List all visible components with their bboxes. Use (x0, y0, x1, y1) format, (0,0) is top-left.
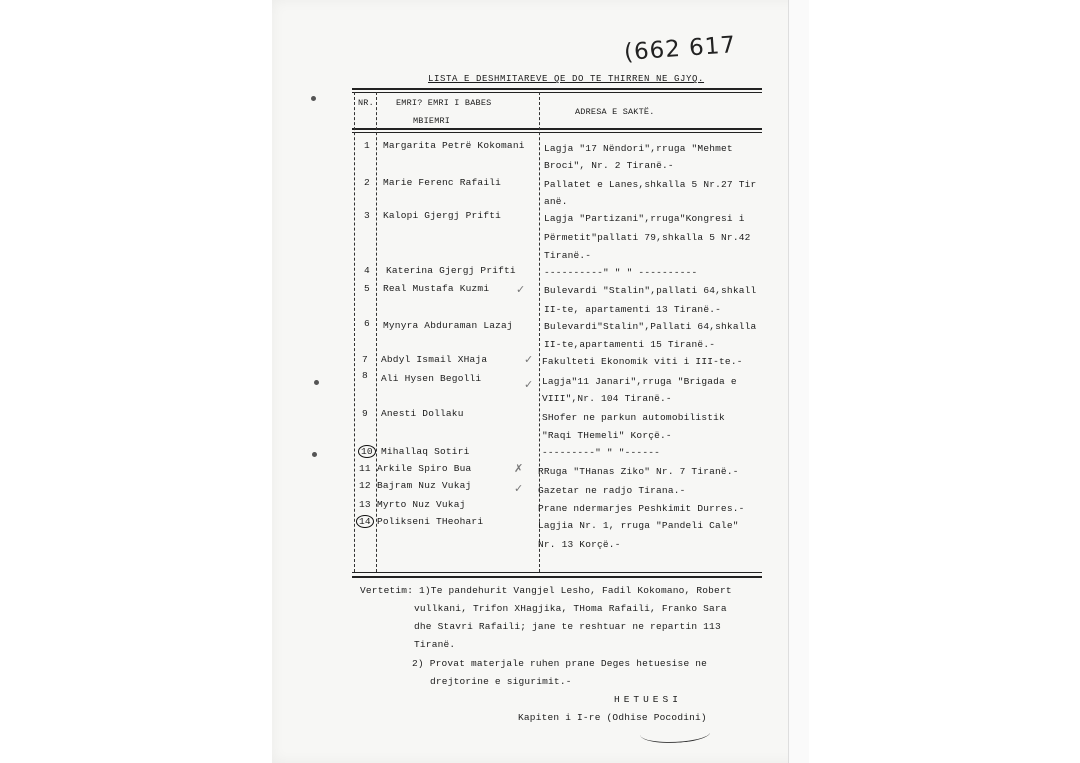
witness-address: Lagjia Nr. 1, rruga "Pandeli Cale" (538, 520, 739, 531)
header-top-rule (352, 88, 762, 90)
circled-number: 10 (358, 445, 376, 458)
evidence-line: drejtorine e sigurimit.- (430, 676, 572, 687)
page-edge (788, 0, 809, 763)
witness-address: RRuga "THanas Ziko" Nr. 7 Tiranë.- (538, 466, 739, 477)
witness-name: Polikseni THeohari (377, 516, 484, 527)
witness-address: Pallatet e Lanes,shkalla 5 Nr.27 Tir (544, 179, 757, 190)
column-separator (354, 92, 355, 572)
signature-name: Kapiten i I-re (Odhise Pocodini) (518, 712, 707, 723)
header-bottom-rule-2 (352, 132, 762, 133)
witness-address: anë. (544, 196, 568, 207)
scan-speck (314, 380, 319, 385)
evidence-line: 2) Provat materjale ruhen prane Deges hetuesise ne (412, 658, 708, 669)
check-mark-icon: ✓ (524, 378, 534, 391)
row-number: 5 (364, 283, 370, 294)
witness-name: Margarita Petrë Kokomani (383, 140, 525, 151)
witness-address: VIII",Nr. 104 Tiranë.- (542, 393, 672, 404)
row-number (361, 445, 376, 458)
witness-address: Fakulteti Ekonomik viti i III-te.- (542, 356, 743, 367)
scan-speck (312, 452, 317, 457)
witness-name: Myrto Nuz Vukaj (377, 499, 466, 510)
row-number: 1 (364, 140, 370, 151)
row-number: 7 (362, 354, 368, 365)
witness-address: "Raqi THemeli" Korçë.- (542, 430, 672, 441)
header-nr: NR. (358, 98, 374, 108)
circled-number: 14 (356, 515, 374, 528)
check-mark-icon: ✓ (524, 353, 534, 366)
witness-address: Lagja "Partizani",rruga"Kongresi i (544, 213, 745, 224)
check-mark-icon: ✓ (514, 482, 524, 495)
header-surname: MBIEMRI (413, 116, 451, 126)
witness-address: Nr. 13 Korçë.- (538, 539, 621, 550)
certification-line: dhe Stavri Rafaili; jane te reshtuar ne repartin 113 (414, 621, 721, 632)
witness-address: Bulevardi"Stalin",Pallati 64,shkalla (544, 321, 757, 332)
witness-address: Bulevardi "Stalin",pallati 64,shkall (544, 285, 757, 296)
row-number (359, 515, 374, 528)
witness-name: Marie Ferenc Rafaili (383, 177, 502, 188)
witness-address: ---------" " "------ (542, 447, 661, 458)
witness-address: Prane ndermarjes Peshkimit Durres.- (538, 503, 745, 514)
certification-line: vullkani, Trifon XHagjika, THoma Rafaili, Franko Sara (414, 603, 727, 614)
witness-address: II-te, apartamenti 13 Tiranë.- (544, 304, 722, 315)
header-name: EMRI? EMRI I BABES (396, 98, 492, 108)
witness-name: Mihallaq Sotiri (381, 446, 470, 457)
header-bottom-rule (352, 128, 762, 130)
row-number: 4 (364, 265, 370, 276)
row-number: 6 (364, 318, 370, 329)
header-top-rule-2 (352, 92, 762, 93)
row-number: 8 (362, 370, 368, 381)
row-number: 3 (364, 210, 370, 221)
row-number: 12 (359, 480, 371, 491)
witness-name: Kalopi Gjergj Prifti (383, 210, 502, 221)
witness-name: Abdyl Ismail XHaja (381, 354, 488, 365)
witness-address: Broci", Nr. 2 Tiranë.- (544, 160, 674, 171)
column-separator (539, 92, 540, 572)
witness-address: II-te,apartamenti 15 Tiranë.- (544, 339, 716, 350)
witness-name: Katerina Gjergj Prifti (386, 265, 516, 276)
witness-name: Arkile Spiro Bua (377, 463, 472, 474)
check-mark-icon: ✓ (516, 283, 526, 296)
witness-address: SHofer ne parkun automobilistik (542, 412, 725, 423)
witness-address: Lagja "17 Nëndori",rruga "Mehmet (544, 143, 733, 154)
certification-line: Tiranë. (414, 639, 456, 650)
witness-address: Përmetit"pallati 79,shkalla 5 Nr.42 (544, 232, 751, 243)
table-bottom-rule-2 (352, 576, 762, 578)
certification-line: Vertetim: 1)Te pandehurit Vangjel Lesho, Fadil Kokomano, Robert (360, 585, 732, 596)
handwritten-reference: (662 617 (623, 32, 737, 66)
witness-name: Ali Hysen Begolli (381, 373, 482, 384)
witness-address: Gazetar ne radjo Tirana.- (538, 485, 686, 496)
row-number: 13 (359, 499, 371, 510)
witness-address: ----------" " " ---------- (544, 267, 698, 278)
table-bottom-rule (352, 572, 762, 573)
check-mark-icon: ✗ (514, 462, 524, 475)
row-number: 2 (364, 177, 370, 188)
witness-address: Lagja"11 Janari",rruga "Brigada e (542, 376, 737, 387)
witness-name: Mynyra Abduraman Lazaj (383, 320, 513, 331)
row-number: 11 (359, 463, 371, 474)
witness-name: Anesti Dollaku (381, 408, 464, 419)
witness-name: Real Mustafa Kuzmi (383, 283, 490, 294)
document-title: LISTA E DESHMITAREVE QE DO TE THIRREN NE GJYQ. (428, 74, 705, 84)
header-address: ADRESA E SAKTË. (575, 107, 655, 117)
witness-name: Bajram Nuz Vukaj (377, 480, 472, 491)
scan-speck (311, 96, 316, 101)
signature-title: HETUESI (614, 694, 682, 705)
row-number: 9 (362, 408, 368, 419)
witness-address: Tiranë.- (544, 250, 592, 261)
